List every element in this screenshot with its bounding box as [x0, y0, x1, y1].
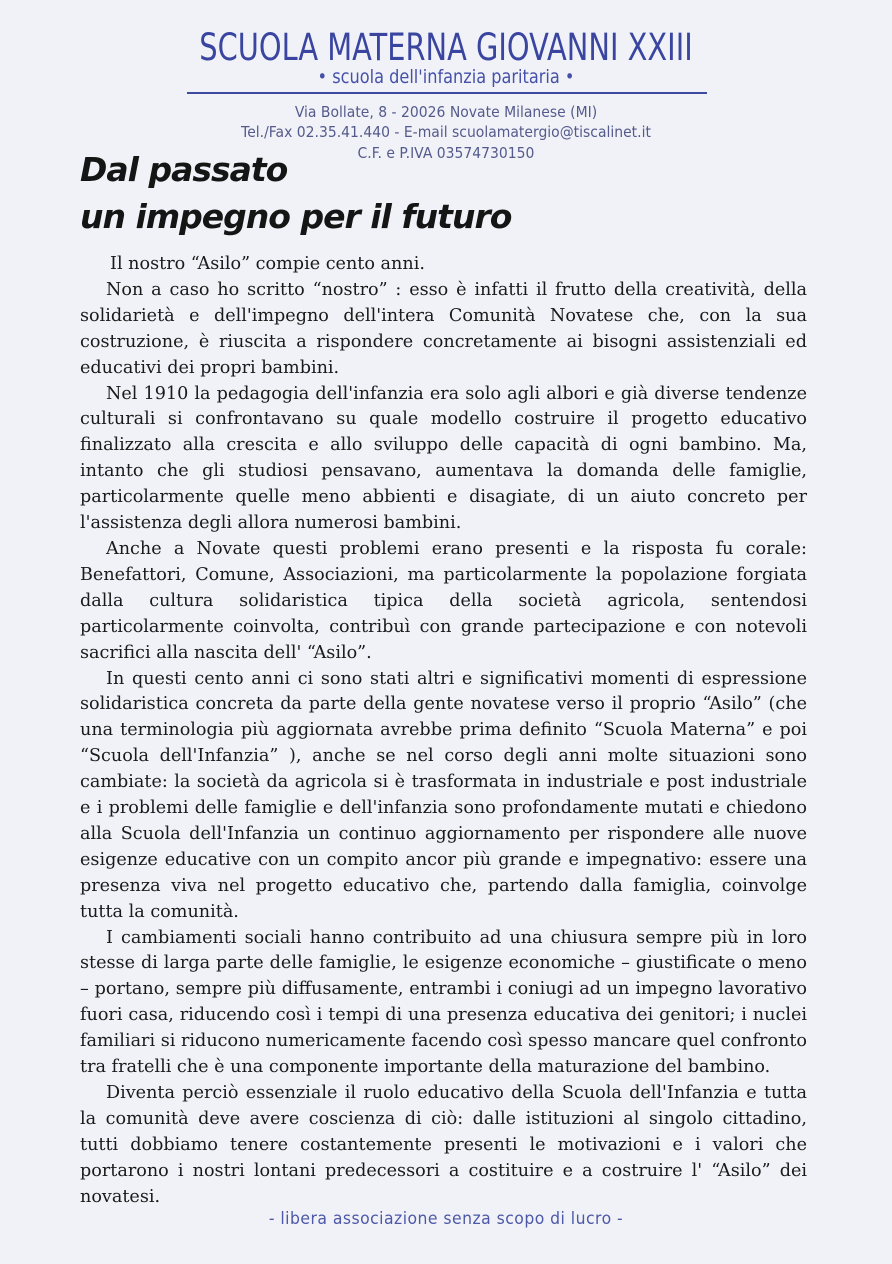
- paragraph: I cambiamenti sociali hanno contribuito ad una chiusura sempre più in loro stesse di larga parte delle famiglie, le esigenze economiche – giustificate o meno – portano, sempre più diffusamente, entrambi i coniugi ad un impegno lavorativo fuori casa, riducendo così i tempi di una presenza educativa dei genitori; i nuclei familiari si riducono numericamente facendo così spesso mancare quel confronto tra fratelli che è una componente importante della maturazione del bambino.: [80, 927, 807, 1078]
- paragraph: Nel 1910 la pedagogia dell'infanzia era solo agli albori e già diverse tendenze culturali si confrontavano su quale modello costruire il progetto educativo finalizzato alla crescita e allo sviluppo delle capacità di ogni bambino. Ma, intanto che gli studiosi pensavano, aumentava la domanda delle famiglie, particolarmente quelle meno abbienti e disagiate, di un aiuto concreto per l'assistenza degli allora numerosi bambini.: [80, 383, 807, 534]
- article-body: [80, 252, 807, 1211]
- school-subtitle: • scuola dell'infanzia paritaria •: [317, 66, 575, 88]
- paragraph: Diventa perciò essenziale il ruolo educativo della Scuola dell'Infanzia e tutta la comunità deve avere coscienza di ciò: dalle istituzioni al singolo cittadino, tutti dobbiamo tenere costantemente presenti le motivazioni e i valori che portarono i nostri lontani predecessori a costituire e a costruire l' “Asilo” dei novatesi.: [80, 1083, 807, 1207]
- letterhead-divider: [187, 92, 707, 94]
- paragraph: Anche a Novate questi problemi erano presenti e la risposta fu corale: Benefattori, Comune, Associazioni, ma particolarmente la popolazione forgiata dalla cultura solidaristica tipica della società agricola, sentendosi particolarmente coinvolta, contribuì con grande partecipazione e con notevoli sacrifici alla nascita dell' “Asilo”.: [80, 538, 807, 663]
- school-address: Via Bollate, 8 - 20026 Novate Milanese (MI): [294, 103, 598, 121]
- school-contacts: Tel./Fax 02.35.41.440 - E-mail scuolamatergio@tiscalinet.it: [241, 123, 651, 141]
- page-footer: - libera associazione senza scopo di lucro -: [268, 1209, 624, 1229]
- paragraph: Il nostro “Asilo” compie cento anni.: [110, 254, 425, 274]
- article-headline: [80, 146, 511, 240]
- school-tax-id: C.F. e P.IVA 03574730150: [357, 144, 535, 162]
- paragraph: In questi cento anni ci sono stati altri e significativi momenti di espressione solidaristica concreta da parte della gente novatese verso il proprio “Asilo” (che una terminologia più aggiornata avrebbe prima definito “Scuola Materna” e poi “Scuola dell'Infanzia” ), anche se nel corso degli anni molte situazioni sono cambiate: la società da agricola si è trasformata in industriale e post industriale e i problemi delle famiglie e dell'infanzia sono profondamente mutati e chiedono alla Scuola dell'Infanzia un continuo aggiornamento per rispondere alle nuove esigenze educative con un compito ancor più grande e impegnativo: essere una presenza viva nel progetto educativo che, partendo dalla famiglia, coinvolge tutta la comunità.: [80, 668, 807, 922]
- paragraph: Non a caso ho scritto “nostro” : esso è infatti il frutto della creatività, della solidarietà e dell'impegno dell'intera Comunità Novatese che, con la sua costruzione, è riuscita a rispondere concretamente ai bisogni assistenziali ed educativi dei propri bambini.: [80, 279, 807, 378]
- headline-line-2: un impegno per il futuro: [80, 197, 512, 236]
- headline-line-1: Dal passato: [80, 150, 288, 189]
- school-name: SCUOLA MATERNA GIOVANNI XXIII: [199, 26, 693, 69]
